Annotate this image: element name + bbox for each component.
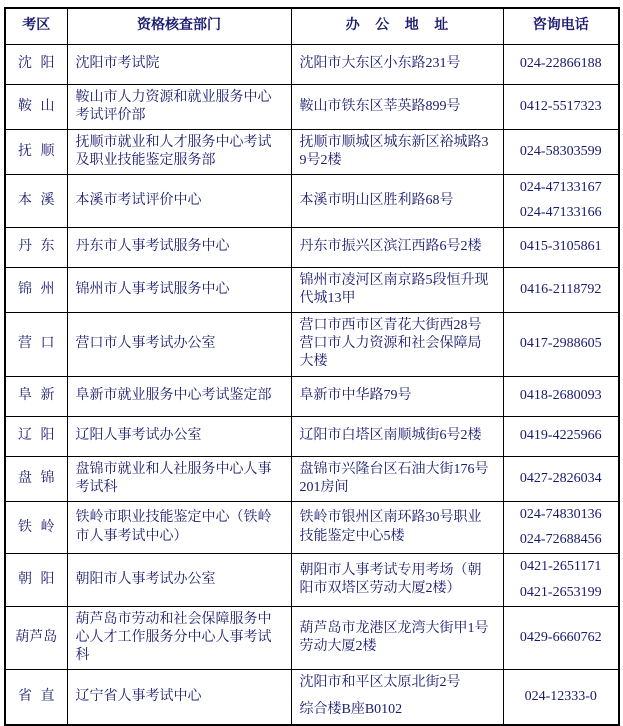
address-cell (291, 175, 503, 227)
phone-cell (503, 175, 619, 227)
table-row (5, 501, 619, 553)
phone-number: 0421-2653199 (519, 584, 602, 600)
table-row (5, 376, 619, 416)
address-cell (291, 416, 503, 456)
table-row (5, 416, 619, 456)
address-cell (291, 267, 503, 312)
header-department: 资格核查部门 (67, 8, 291, 44)
region-cell: 营 口 (5, 313, 67, 377)
region-cell: 抚 顺 (5, 129, 67, 174)
region-cell: 盘 锦 (5, 456, 67, 501)
address-line: 阜新市中华路79号 (299, 387, 412, 403)
table-row (5, 175, 619, 227)
address-cell (291, 44, 503, 84)
header-region: 考区 (5, 8, 67, 44)
address-cell (291, 313, 503, 377)
region-cell: 鞍 山 (5, 84, 67, 129)
phone-number: 024-72688456 (519, 532, 602, 548)
phone-number: 024-58303599 (519, 143, 602, 159)
department-cell: 盘锦市就业和人社服务中心人事考试科 (67, 456, 291, 501)
department-cell: 沈阳市考试院 (67, 44, 291, 84)
address-line: 铁岭市银州区南环路30号职业技能鉴定中心5楼 (299, 510, 482, 544)
region-cell: 沈 阳 (5, 44, 67, 84)
department-cell: 锦州市人事考试服务中心 (67, 267, 291, 312)
table-body (5, 44, 619, 725)
contact-table (4, 7, 620, 726)
table-row (5, 606, 619, 670)
table-row (5, 554, 619, 606)
address-line: 朝阳市人事考试专用考场（朝阳市双塔区劳动大厦2楼） (299, 562, 482, 596)
phone-number: 0419-4225966 (519, 427, 602, 443)
department-cell: 辽阳人事考试办公室 (67, 416, 291, 456)
address-line: 葫芦岛市龙港区龙湾大街甲1号劳动大厦2楼 (299, 620, 489, 654)
table-row (5, 456, 619, 501)
table-header (5, 8, 619, 44)
address-cell (291, 554, 503, 606)
address-cell (291, 606, 503, 670)
address-line: 锦州市凌河区南京路5段恒升现代城13甲 (299, 272, 489, 306)
address-line: 本溪市明山区胜利路68号 (299, 192, 454, 208)
phone-cell (503, 129, 619, 174)
phone-cell (503, 501, 619, 553)
table-row (5, 44, 619, 84)
phone-cell (503, 554, 619, 606)
phone-cell (503, 313, 619, 377)
address-cell (291, 670, 503, 725)
department-cell: 本溪市考试评价中心 (67, 175, 291, 227)
region-cell: 辽 阳 (5, 416, 67, 456)
phone-cell (503, 670, 619, 725)
address-cell (291, 84, 503, 129)
region-cell: 朝 阳 (5, 554, 67, 606)
phone-number: 024-47133167 (519, 180, 602, 196)
department-cell: 阜新市就业服务中心考试鉴定部 (67, 376, 291, 416)
address-line: 盘锦市兴隆台区石油大街176号201房间 (299, 461, 489, 495)
address-line: 丹东市振兴区滨江西路6号2楼 (299, 239, 482, 255)
region-cell: 铁 岭 (5, 501, 67, 553)
phone-number: 0429-6660762 (519, 629, 602, 645)
table-row (5, 670, 619, 725)
phone-number: 0417-2988605 (519, 336, 602, 352)
address-line: 抚顺市顺城区城东新区裕城路39号2楼 (299, 134, 489, 169)
department-cell: 抚顺市就业和人才服务中心考试及职业技能鉴定服务部 (67, 129, 291, 174)
address-cell (291, 501, 503, 553)
department-cell: 丹东市人事考试服务中心 (67, 227, 291, 267)
department-cell: 辽宁省人事考试中心 (67, 670, 291, 725)
address-cell (291, 227, 503, 267)
department-cell: 铁岭市职业技能鉴定中心（铁岭市人事考试中心） (67, 501, 291, 553)
table-row (5, 313, 619, 377)
header-phone: 咨询电话 (503, 8, 619, 44)
department-cell: 葫芦岛市劳动和社会保障服务中心人才工作服务分中心人事考试科 (67, 606, 291, 670)
address-line: 沈阳市和平区太原北街2号 (299, 675, 461, 691)
phone-number: 0416-2118792 (520, 281, 602, 297)
phone-cell (503, 456, 619, 501)
region-cell: 省 直 (5, 670, 67, 725)
table-row (5, 84, 619, 129)
table-row (5, 129, 619, 174)
phone-cell (503, 44, 619, 84)
address-line: 沈阳市大东区小东路231号 (299, 55, 461, 71)
phone-cell (503, 416, 619, 456)
region-cell: 阜 新 (5, 376, 67, 416)
address-line: 鞍山市铁东区莘英路899号 (299, 98, 461, 114)
phone-cell (503, 376, 619, 416)
region-cell: 丹 东 (5, 227, 67, 267)
phone-cell (503, 227, 619, 267)
department-cell: 鞍山市人力资源和就业服务中心考试评价部 (67, 84, 291, 129)
table-row (5, 267, 619, 312)
phone-cell (503, 606, 619, 670)
department-cell: 营口市人事考试办公室 (67, 313, 291, 377)
phone-number: 024-47133166 (519, 205, 602, 221)
phone-number: 0412-5517323 (519, 98, 602, 114)
address-cell (291, 376, 503, 416)
address-line: 辽阳市白塔区南顺城街6号2楼 (299, 427, 482, 443)
phone-number: 024-74830136 (519, 506, 602, 522)
region-cell: 本 溪 (5, 175, 67, 227)
address-line: 综合楼B座B0102 (299, 702, 403, 718)
address-cell (291, 456, 503, 501)
phone-number: 0427-2826034 (519, 470, 602, 486)
region-cell: 葫芦岛 (5, 606, 67, 670)
address-line: 营口市西市区青花大街西28号营口市人力资源和社会保障局大楼 (299, 318, 482, 370)
phone-number: 0421-2651171 (520, 559, 602, 575)
header-address: 办 公 地 址 (291, 8, 503, 44)
phone-number: 024-22866188 (519, 55, 602, 71)
phone-number: 0415-3105861 (519, 239, 602, 255)
region-cell: 锦 州 (5, 267, 67, 312)
phone-cell (503, 84, 619, 129)
phone-cell (503, 267, 619, 312)
table-row (5, 227, 619, 267)
address-cell (291, 129, 503, 174)
header-row (5, 8, 619, 44)
phone-number: 0418-2680093 (519, 387, 602, 403)
phone-number: 024-12333-0 (524, 688, 597, 704)
department-cell: 朝阳市人事考试办公室 (67, 554, 291, 606)
